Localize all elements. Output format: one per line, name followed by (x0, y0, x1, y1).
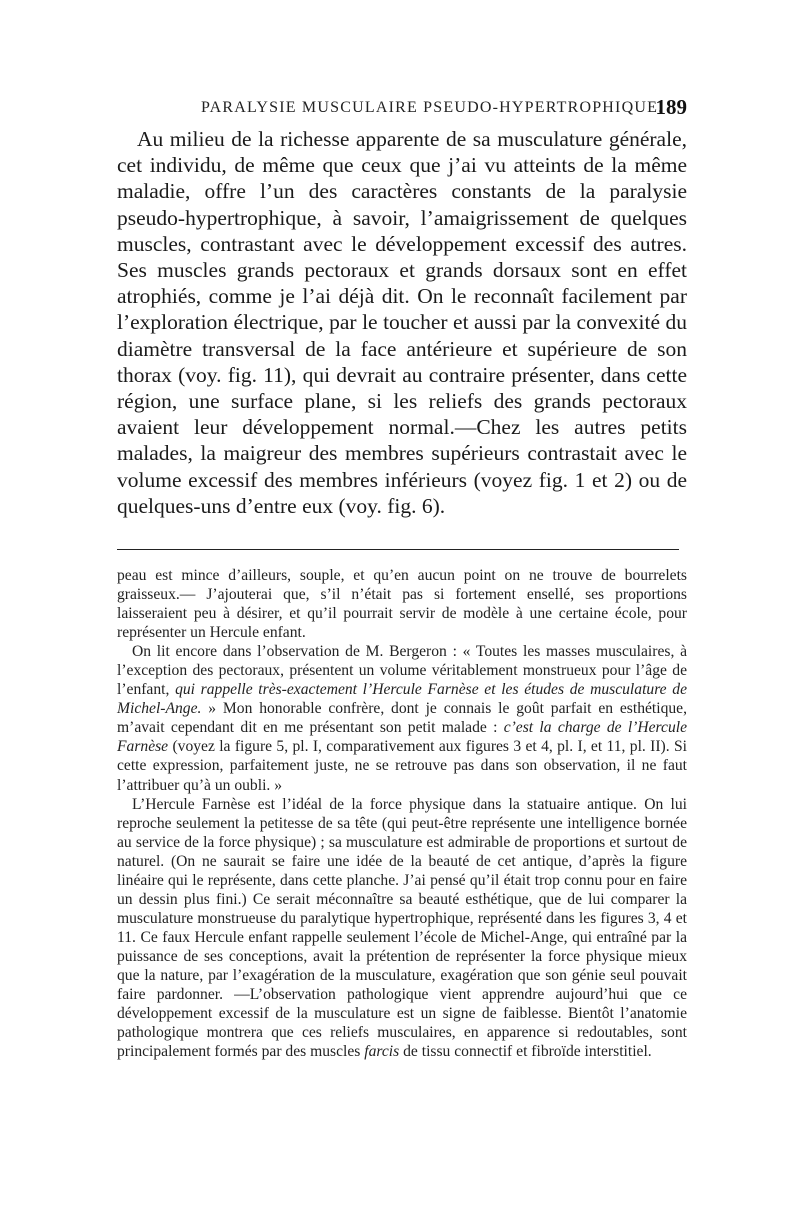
page-header (117, 95, 687, 125)
main-paragraph: Au milieu de la richesse apparente de sa musculature générale, cet individu, de même que ceux que j’ai vu atteints de la même maladie, offre l’un des caractères constants de la paralysie pseudo-hypertrophique, à savoir, l’amaigrissement de quelques muscles, contrastant avec le développement excessif des autres. Ses muscles grands pectoraux et grands dorsaux sont en effet atrophiés, comme je l’ai déjà dit. On le reconnaît facilement par l’exploration électrique, par le toucher et aussi par la convexité du diamètre transversal de la face antérieure et supérieure de son thorax (voy. fig. 11), qui devrait au contraire présenter, dans cette région, une surface plane, si les reliefs des grands pectoraux avaient leur développement normal.—Chez les autres petits malades, la maigreur des membres supérieurs contrastait avec le volume excessif des membres inférieurs (voyez fig. 1 et 2) ou de quelques-uns d’entre eux (voy. fig. 6). (117, 127, 687, 518)
footnote-text: (voyez la figure 5, pl. I, comparativement aux figures 3 et 4, pl. I, et 11, pl. II). Si cette expression, parfaitement juste, ne se retrouve pas dans son observation, il ne faut l’attribuer qu’à un oubli. » (117, 738, 687, 794)
footnote-text: » Mon honorable confrère, dont je connais le goût parfait en esthétique, m’avait cependant dit en me présentant son petit malade : (117, 700, 687, 737)
footnote-separator (117, 549, 679, 550)
footnote-hercule-farnese (117, 795, 687, 1062)
footnote-bergeron-quote (117, 642, 687, 794)
page-number: 189 (655, 95, 687, 119)
running-title: PARALYSIE MUSCULAIRE PSEUDO-HYPERTROPHIQUE. (201, 99, 664, 116)
footnote-text: On lit encore dans l’observation de M. Bergeron : « Toutes les masses musculaires, à l’exception des pectoraux, présentent un volume véritablement monstrueux pour l’âge de l’enfant, (117, 643, 687, 699)
footnote-text: L’Hercule Farnèse est l’idéal de la force physique dans la statuaire antique. On lui reproche seulement la petitesse de sa tête (qui peut-être représente une intelligence bornée au service de la force physique) ; sa musculature est admirable de proportions et surtout de naturel. (On ne saurait se faire une idée de la beauté de cet antique, d’après la figure linéaire qui le représente, dans cette planche. J’ai pensé qu’il était trop connu pour en faire un dessin plus fini.) Ce serait méconnaître sa beauté esthétique, que de lui comparer la musculature monstrueuse du paralytique hypertrophique, représenté dans les figures 3, 4 et 11. Ce faux Hercule enfant rappelle seulement l’école de Michel-Ange, qui entraîné par la puissance de ses conceptions, avait la prétention de représenter la force physique mieux que la nature, par l’exagération de la musculature, exagération que son génie seul pouvait faire pardonner. —L’observation pathologique vient apprendre aujourd’hui que ce développement excessif de la musculature est un signe de faiblesse. Bientôt l’anatomie pathologique montrera que ces reliefs musculaires, en apparence si redoutables, sont principalement formés par des muscles (117, 795, 687, 1061)
footnote-italic-quote: c’est la charge de l’Hercule Farnèse (117, 719, 687, 756)
footnote-italic-word: farcis (364, 1043, 400, 1061)
footnotes (117, 566, 687, 1061)
footnote-text: de tissu connectif et fibroïde interstitiel. (399, 1043, 652, 1061)
footnote-italic-quote: qui rappelle très-exactement l’Hercule Farnèse et les études de musculature de Michel-Ange. (117, 681, 687, 718)
footnote-continuation: peau est mince d’ailleurs, souple, et qu’en aucun point on ne trouve de bourrelets graisseux.— J’ajouterai que, s’il n’était pas si fortement ensellé, ses proportions laisseraient peu à désirer, et qu’il pourrait servir de modèle à une certaine école, pour représenter un Hercule enfant. (117, 567, 687, 642)
